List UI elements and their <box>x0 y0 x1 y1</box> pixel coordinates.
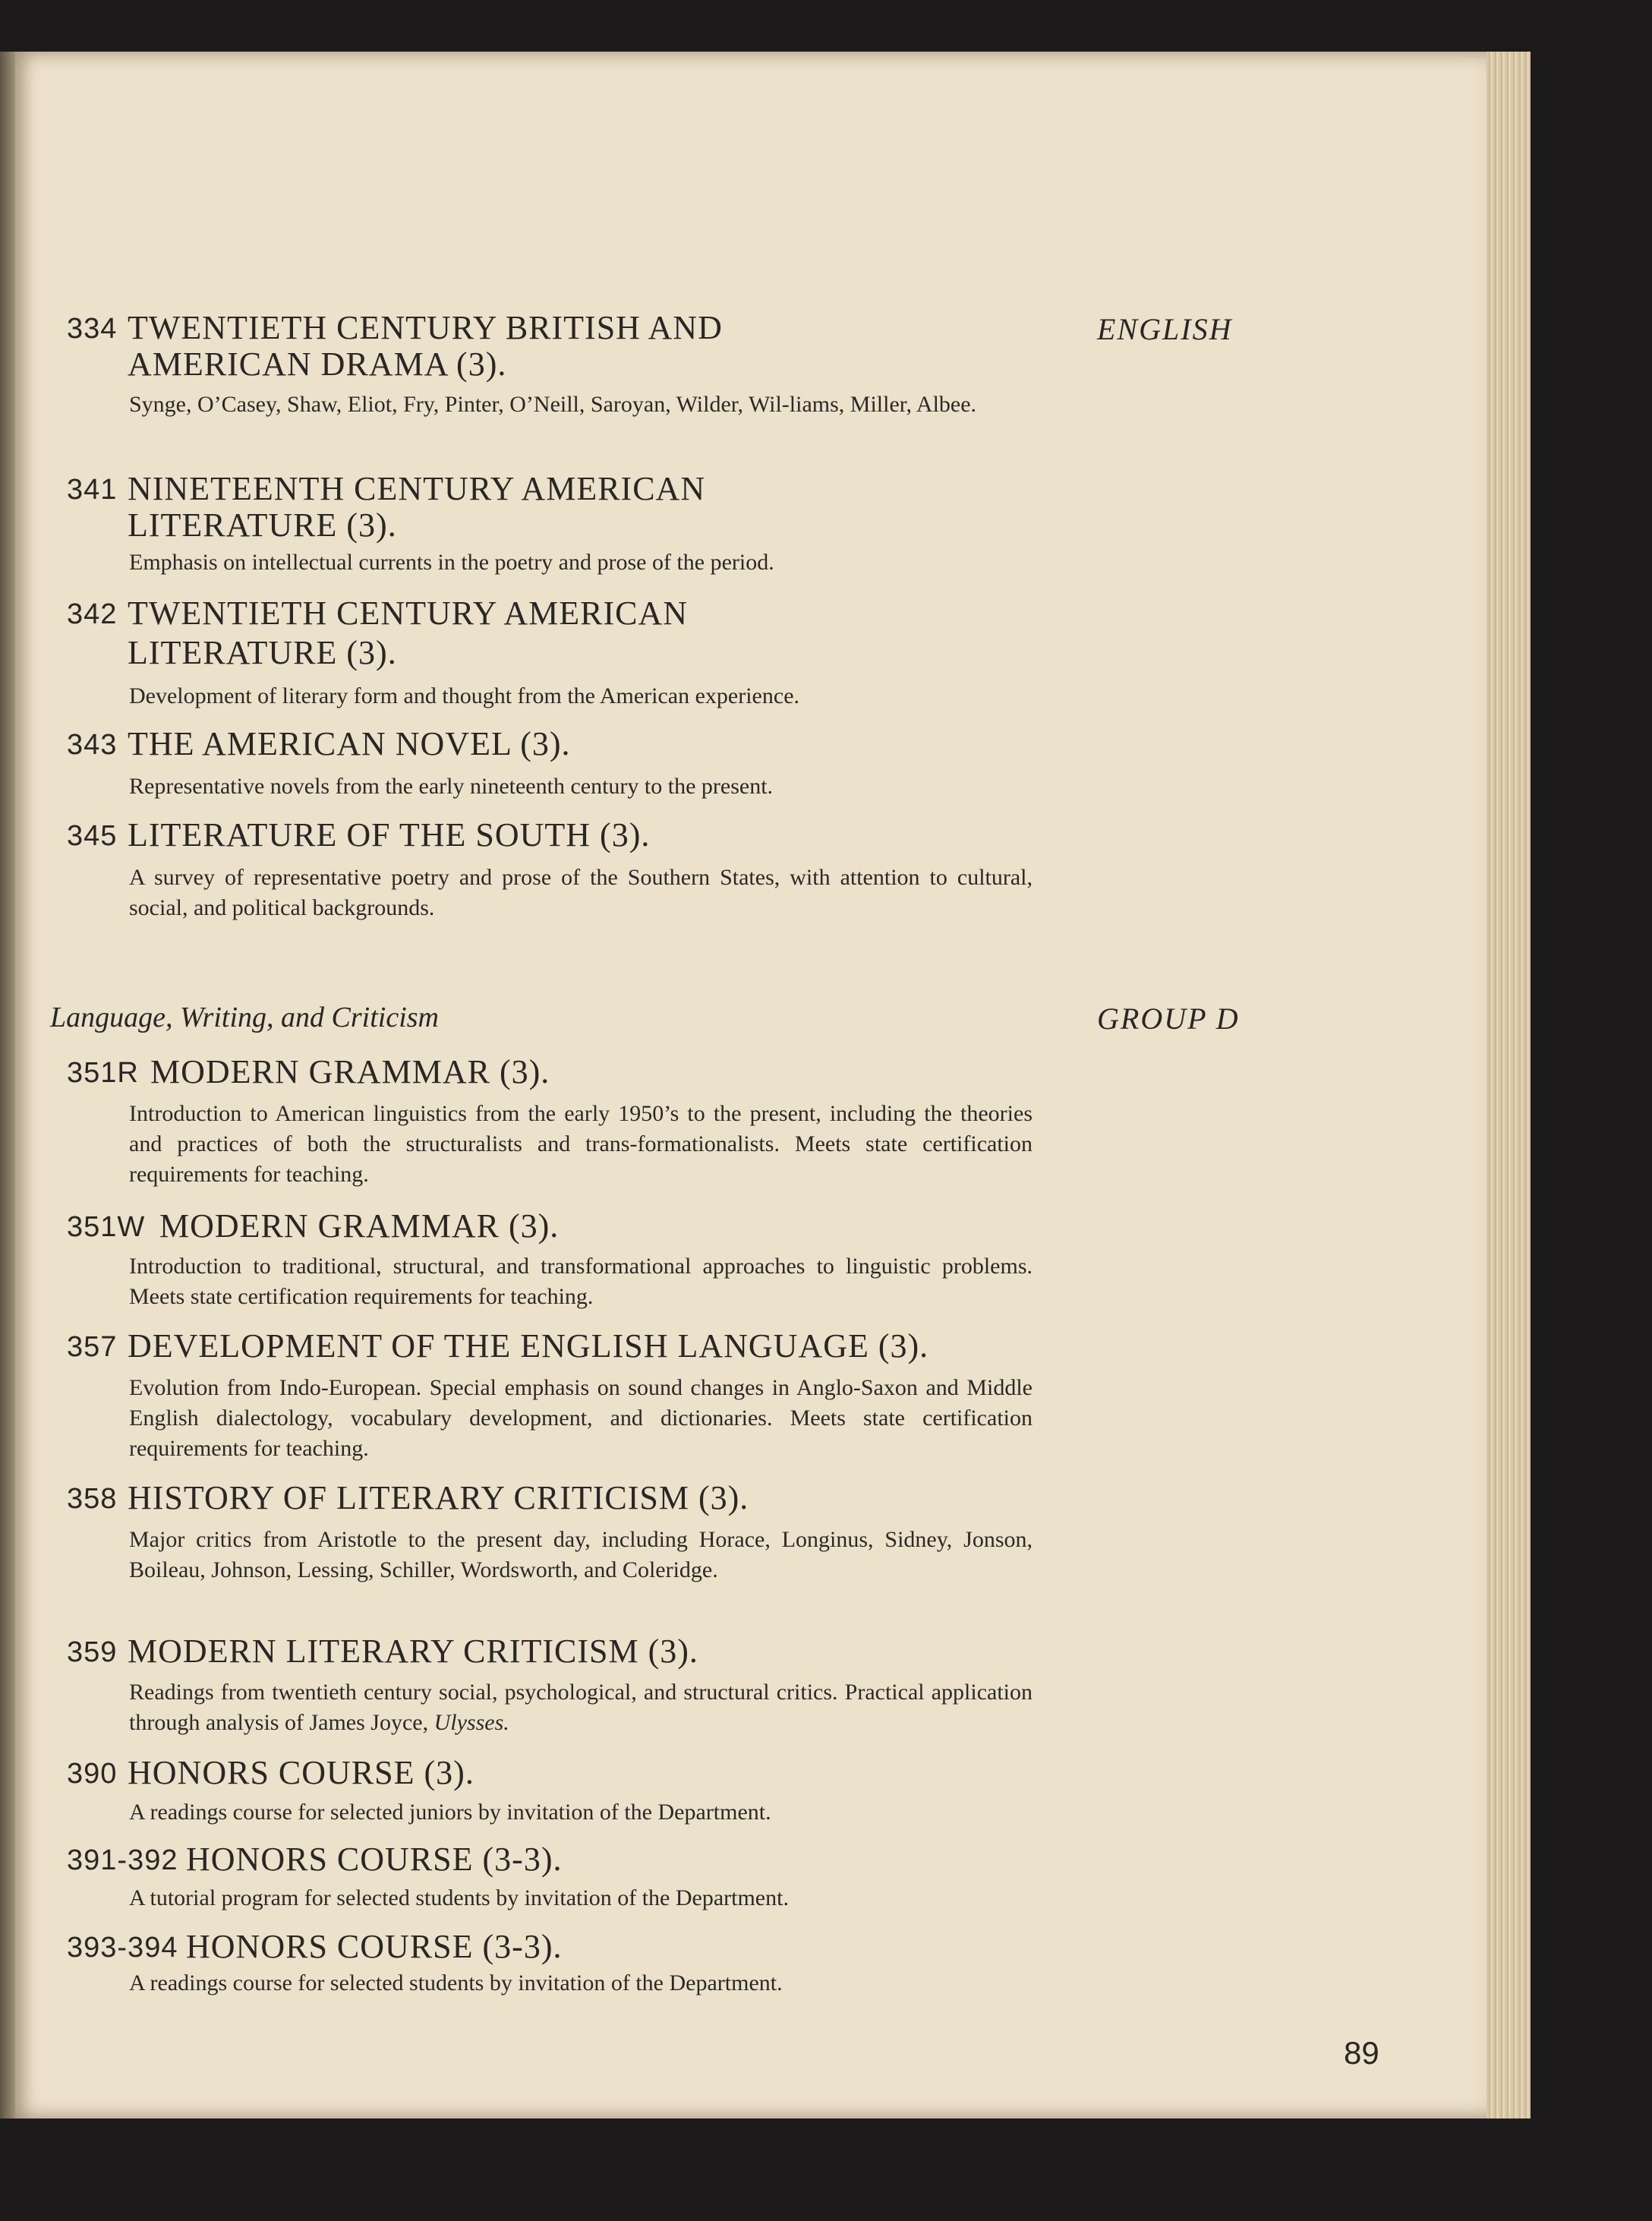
course-title: MODERN LITERARY CRITICISM (3). <box>128 1633 698 1670</box>
course-code: 358 <box>67 1483 118 1515</box>
course-code: 342 <box>67 598 118 630</box>
section-heading: Language, Writing, and Criticism <box>50 1002 439 1033</box>
course-description: Development of literary form and thought from the American experience. <box>129 683 800 708</box>
course-title: THE AMERICAN NOVEL (3). <box>128 725 571 762</box>
course-description-italic: Ulysses. <box>433 1710 509 1735</box>
course-description: Major critics from Aristotle to the present day, including Horace, Longinus, Sidney, Jonson, Boileau, Johnson, Lessing, Schiller, Wordsworth, and Coleridge. <box>129 1527 1032 1582</box>
course-title: NINETEENTH CENTURY AMERICAN <box>128 470 706 507</box>
book-spine <box>0 52 17 2118</box>
page-edge <box>1486 52 1531 2118</box>
course-description: A survey of representative poetry and prose of the Southern States, with attention to cultural, social, and political backgrounds. <box>129 865 1032 920</box>
course-title: MODERN GRAMMAR (3). <box>159 1207 560 1245</box>
course-code: 343 <box>67 729 118 761</box>
course-description: A readings course for selected students by invitation of the Department. <box>129 1970 783 1995</box>
course-code: 351R <box>67 1057 139 1089</box>
course-description: A readings course for selected juniors by invitation of the Department. <box>129 1800 771 1825</box>
course-title: LITERATURE (3). <box>128 634 397 671</box>
course-description <box>129 1677 1032 1738</box>
course-code: 391-392 <box>67 1844 178 1876</box>
course-title: HONORS COURSE (3). <box>128 1754 474 1791</box>
page-number: 89 <box>1344 2035 1379 2071</box>
course-code: 334 <box>67 313 118 345</box>
course-description: Synge, O’Casey, Shaw, Eliot, Fry, Pinter, O’Neill, Saroyan, Wilder, Wil-liams, Miller, Albee. <box>129 392 977 417</box>
course-code: 359 <box>67 1636 118 1668</box>
course-title: TWENTIETH CENTURY AMERICAN <box>128 595 689 632</box>
course-title: LITERATURE OF THE SOUTH (3). <box>128 816 651 853</box>
course-description: Introduction to American linguistics from the early 1950’s to the present, including the theories and practices of both the structuralists and trans-formationalists. Meets state certification requirements for teaching. <box>129 1101 1032 1187</box>
course-title: AMERICAN DRAMA (3). <box>128 345 507 383</box>
course-code: 351W <box>67 1211 146 1243</box>
course-description: A tutorial program for selected students by invitation of the Department. <box>129 1885 789 1910</box>
course-code: 345 <box>67 820 118 852</box>
course-title: DEVELOPMENT OF THE ENGLISH LANGUAGE (3). <box>128 1327 929 1364</box>
course-description: Evolution from Indo-European. Special emphasis on sound changes in Anglo-Saxon and Middle English dialectology, vocabulary development, and dictionaries. Meets state certification requirements for teaching. <box>129 1375 1032 1461</box>
course-description-text: Readings from twentieth century social, psychological, and structural critics. Practical application through analysis of James Joyce, <box>129 1680 1032 1735</box>
course-title: LITERATURE (3). <box>128 506 397 544</box>
course-title: MODERN GRAMMAR (3). <box>150 1053 550 1090</box>
course-description: Emphasis on intellectual currents in the poetry and prose of the period. <box>129 550 774 575</box>
course-code: 357 <box>67 1331 118 1363</box>
course-title: HISTORY OF LITERARY CRITICISM (3). <box>128 1479 749 1516</box>
course-title: TWENTIETH CENTURY BRITISH AND <box>128 309 723 346</box>
course-code: 341 <box>67 474 118 506</box>
course-code: 390 <box>67 1758 118 1790</box>
course-title: HONORS COURSE (3-3). <box>186 1928 563 1965</box>
group-label: GROUP D <box>1097 1002 1240 1036</box>
course-description: Representative novels from the early nineteenth century to the present. <box>129 774 774 799</box>
department-label: ENGLISH <box>1097 312 1233 346</box>
course-description: Introduction to traditional, structural, and transformational approaches to linguistic problems. Meets state certification requirements for teaching. <box>129 1254 1032 1309</box>
course-code: 393-394 <box>67 1932 178 1964</box>
course-title: HONORS COURSE (3-3). <box>186 1841 563 1878</box>
